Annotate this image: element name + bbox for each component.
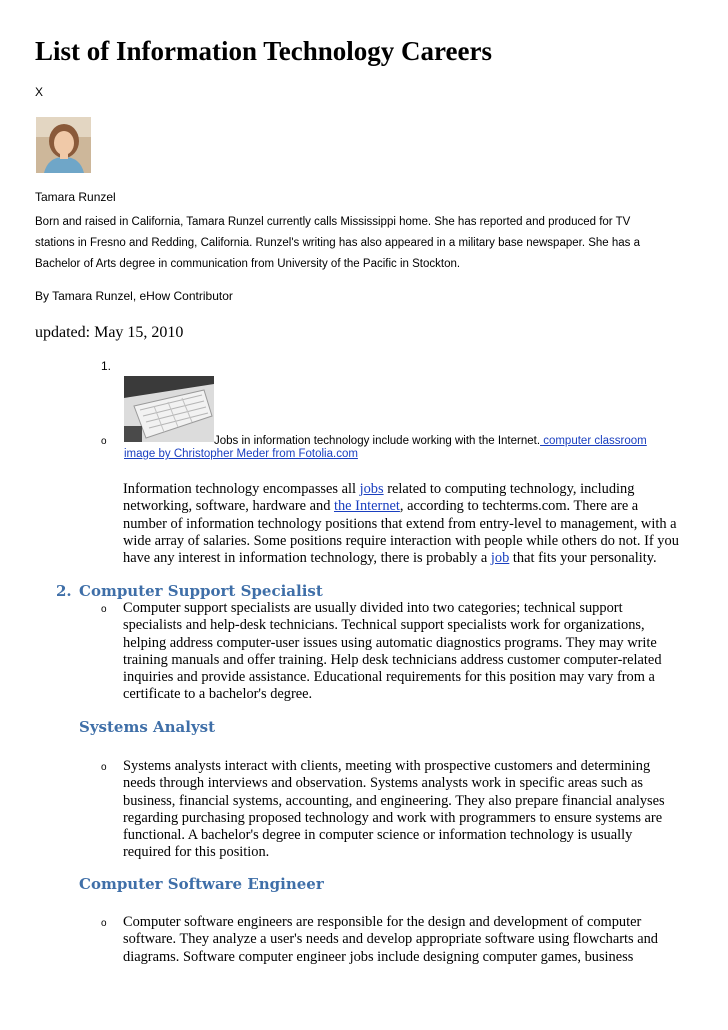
paragraph-line [123, 550, 695, 567]
list-bullet: o [101, 436, 107, 447]
paragraph-line: required for this position. [123, 844, 270, 861]
updated-date: updated: May 15, 2010 [35, 324, 184, 341]
author-photo [36, 117, 91, 173]
paragraph-line: business, financial systems, accounting, and engineering. They also prepare financial analyses [123, 792, 665, 809]
paragraph-line: Computer software engineers are responsible for the design and development of computer [123, 914, 642, 930]
close-button[interactable]: X [35, 85, 44, 99]
text-span: Information technology encompasses all [123, 481, 360, 497]
jobs-link[interactable]: jobs [359, 481, 384, 497]
paragraph-line: number of information technology positions that extend from entry-level to management, with a [123, 515, 677, 532]
keyboard-photo [124, 376, 214, 442]
text-span: networking, software, hardware and [123, 498, 334, 515]
bio-line: Born and raised in California, Tamara Runzel currently calls Mississippi home. She has reported and produced for TV [35, 216, 631, 228]
list-bullet: o [101, 918, 107, 929]
image-credit-link[interactable]: computer classroom [540, 435, 647, 447]
author-name: Tamara Runzel [35, 190, 116, 204]
bio-line: stations in Fresno and Redding, California. Runzel's writing has also appeared in a military base newspaper. She has a [35, 237, 641, 249]
section-number: 2. [56, 582, 72, 600]
image-caption: Jobs in information technology include working with the Internet. [214, 435, 541, 447]
text-span: , according to techterms.com. There are a [399, 498, 639, 515]
section-heading-computer-support-specialist: Computer Support Specialist [79, 582, 323, 600]
paragraph-line: training manuals and offer training. Help desk technicians address customer computer-related [123, 651, 662, 668]
page-title: List of Information Technology Careers [35, 36, 492, 66]
paragraph-line: Systems analysts interact with clients, meeting with prospective customers and determining [123, 758, 651, 774]
text-span: that fits your personality. [509, 550, 657, 567]
text-span: have any interest in information technology, there is probably a [123, 550, 491, 567]
paragraph-line: Computer support specialists are usually divided into two categories; technical support [123, 600, 623, 616]
paragraph-line: software. They analyze a user's needs and develop appropriate software using flowcharts and [123, 931, 658, 948]
internet-link[interactable]: the Internet [333, 498, 400, 515]
paragraph-line: helping address computer-user issues using automatic diagnostics programs. They may write [123, 634, 657, 651]
section-heading-computer-software-engineer: Computer Software Engineer [79, 875, 324, 893]
paragraph-line: wide array of salaries. Some positions require interaction with people while others do not. If you [123, 532, 679, 549]
section-heading-systems-analyst: Systems Analyst [79, 718, 216, 736]
article-image[interactable] [124, 376, 214, 442]
byline: By Tamara Runzel, eHow Contributor [35, 289, 233, 303]
section-paragraph [123, 914, 695, 966]
paragraph-line [123, 481, 695, 498]
intro-paragraph [123, 481, 695, 567]
paragraph-line: functional. A bachelor's degree in computer science or information technology is usually [123, 827, 633, 844]
list-bullet: o [101, 604, 107, 615]
paragraph-line [123, 498, 695, 515]
section-paragraph [123, 758, 695, 862]
paragraph-line: inquiries and provide assistance. Educational requirements for this position may vary from a [123, 669, 655, 686]
paragraph-line: regarding purchasing proposed technology and work with programmers to ensure systems are [123, 809, 663, 826]
job-link[interactable]: job [490, 550, 510, 567]
list-bullet: o [101, 762, 107, 773]
author-avatar [36, 117, 91, 173]
paragraph-line: specialists and help-desk technicians. Technical support specialists work for organizations, [123, 617, 645, 634]
text-span: related to computing technology, including [383, 481, 635, 497]
image-credit-line [124, 445, 358, 463]
paragraph-line: diagrams. Software computer engineer jobs include designing computer games, business [123, 948, 634, 965]
paragraph-line: certificate to a bachelor's degree. [123, 686, 313, 703]
paragraph-line: needs through interviews and observation. Systems analysts work in specific areas such as [123, 775, 643, 792]
image-credit-link-continued[interactable]: image by Christopher Meder from Fotolia.com [124, 448, 358, 460]
section-paragraph [123, 600, 695, 704]
author-bio [35, 212, 700, 275]
list-number: 1. [101, 359, 112, 373]
bio-line: Bachelor of Arts degree in communication from University of the Pacific in Stockton. [35, 258, 461, 270]
